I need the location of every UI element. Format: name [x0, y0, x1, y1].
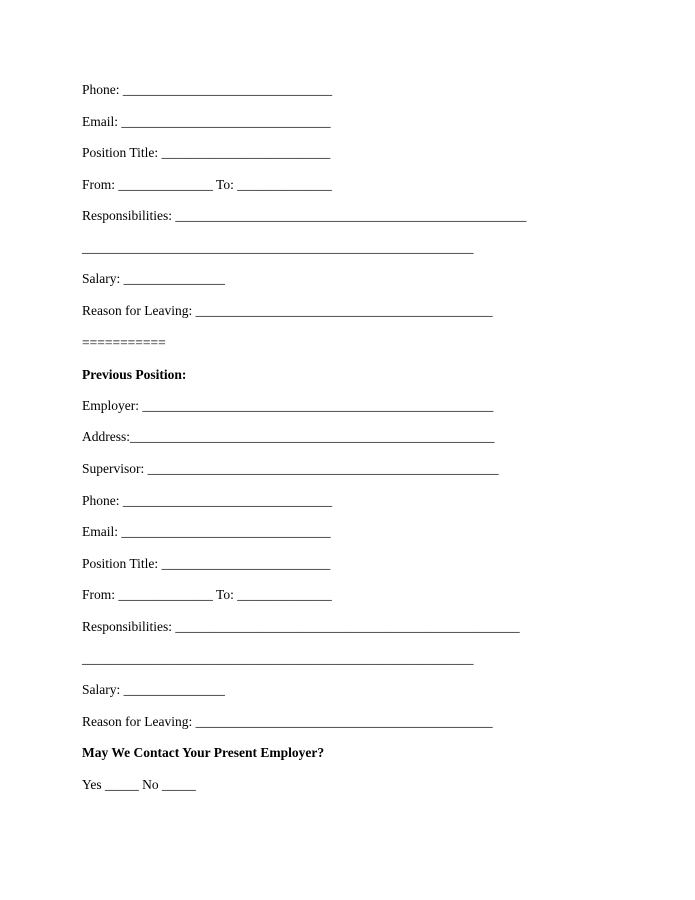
previous-phone-field[interactable]: Phone: _______________________________ — [82, 493, 333, 508]
position-title-field[interactable]: Position Title: _________________________ — [82, 145, 331, 160]
contact-employer-yes-no-field[interactable]: Yes _____ No _____ — [82, 777, 196, 792]
previous-reason-for-leaving-field[interactable]: Reason for Leaving: ____________________________________________ — [82, 714, 493, 729]
responsibilities-field[interactable]: Responsibilities: ____________________________________________________ — [82, 208, 527, 223]
previous-salary-field[interactable]: Salary: _______________ — [82, 682, 225, 697]
previous-responsibilities-field[interactable]: Responsibilities: ___________________________________________________ — [82, 619, 520, 634]
contact-employer-question: May We Contact Your Present Employer? — [82, 745, 325, 760]
previous-supervisor-field[interactable]: Supervisor: ____________________________________________________ — [82, 461, 499, 476]
phone-field[interactable]: Phone: _______________________________ — [82, 82, 333, 97]
previous-address-field[interactable]: Address:______________________________________________________ — [82, 429, 495, 444]
previous-employer-field[interactable]: Employer: ____________________________________________________ — [82, 398, 494, 413]
previous-email-field[interactable]: Email: _______________________________ — [82, 524, 331, 539]
previous-position-title-field[interactable]: Position Title: _________________________ — [82, 556, 331, 571]
previous-position-heading: Previous Position: — [82, 367, 187, 382]
previous-from-to-field[interactable]: From: ______________ To: ______________ — [82, 587, 332, 602]
section-separator: =========== — [82, 335, 166, 350]
responsibilities-continuation-field[interactable]: __________________________________________________________ — [82, 240, 474, 255]
from-to-field[interactable]: From: ______________ To: ______________ — [82, 177, 332, 192]
reason-for-leaving-field[interactable]: Reason for Leaving: ____________________________________________ — [82, 303, 493, 318]
email-field[interactable]: Email: _______________________________ — [82, 114, 331, 129]
previous-responsibilities-continuation-field[interactable]: __________________________________________________________ — [82, 651, 474, 666]
salary-field[interactable]: Salary: _______________ — [82, 271, 225, 286]
